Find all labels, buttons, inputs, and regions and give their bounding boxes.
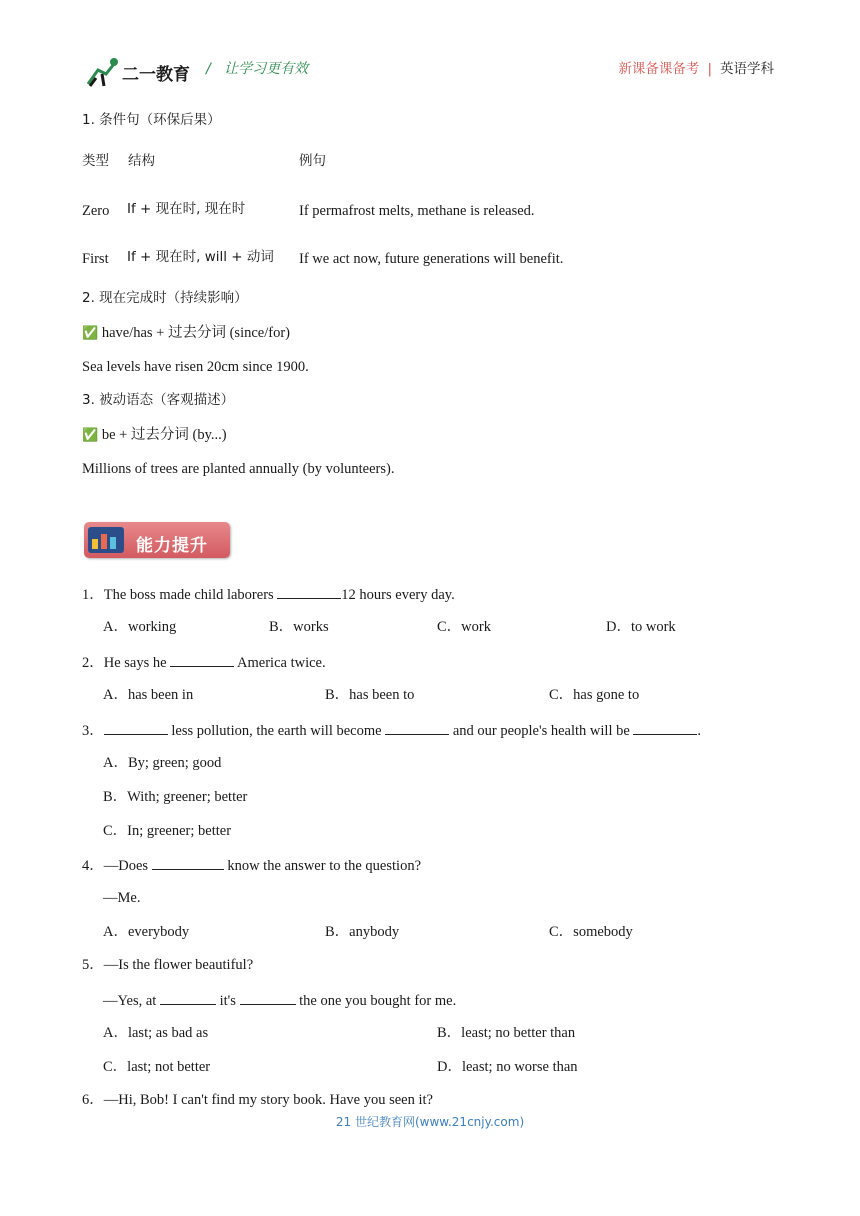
answer-blank[interactable] [277,586,341,599]
table-cell-structure: If + 现在时, will + 动词 [127,249,274,265]
table-cell-example: If permafrost melts, methane is released. [299,203,535,219]
option-b[interactable]: B．With; greener; better [103,789,248,805]
question-4-reply: —Me. [103,890,141,906]
page-footer: 21 世纪教育网(www.21cnjy.com) [335,1115,525,1129]
question-5-reply: —Yes, at it's the one you bought for me. [103,993,457,1009]
table-cell-structure: If + 现在时, 现在时 [127,201,246,217]
option-b[interactable]: B．anybody [325,924,400,940]
answer-blank[interactable] [152,857,224,870]
check-icon: ✅ [82,326,99,341]
option-a[interactable]: A．working [103,619,177,635]
header-slogan: / 让学习更有效 [206,61,309,77]
option-c[interactable]: C．work [437,619,491,635]
question-5: 5．—Is the flower beautiful? [82,957,254,973]
answer-blank[interactable] [160,992,216,1005]
question-6: 6．—Hi, Bob! I can't find my story book. Have you seen it? [82,1092,433,1108]
option-c[interactable]: C．somebody [549,924,633,940]
answer-blank[interactable] [385,722,449,735]
option-c[interactable]: C．In; greener; better [103,823,232,839]
option-c[interactable]: C．last; not better [103,1059,211,1075]
option-d[interactable]: D．least; no worse than [437,1059,578,1075]
table-cell-type: First [82,251,109,267]
option-b[interactable]: B．least; no better than [437,1025,576,1041]
chart-icon [88,527,124,553]
check-icon: ✅ [82,428,99,443]
section-2-example: Sea levels have risen 20cm since 1900. [82,359,309,375]
table-cell-example: If we act now, future generations will benefit. [299,251,564,267]
section-3-example: Millions of trees are planted annually (by volunteers). [82,461,395,477]
table-header-example: 例句 [299,153,326,169]
question-4: 4．—Does know the answer to the question? [82,858,422,874]
option-b[interactable]: B．works [269,619,329,635]
table-cell-type: Zero [82,203,110,219]
answer-blank[interactable] [104,722,168,735]
section-banner [84,522,230,558]
section-2-rule: ✅ have/has + 过去分词 (since/for) [82,325,290,341]
table-header-structure: 结构 [128,153,155,169]
section-3-title: 3. 被动语态（客观描述） [82,392,235,408]
option-a[interactable]: A．has been in [103,687,194,703]
option-c[interactable]: C．has gone to [549,687,640,703]
brand-logo [84,56,192,90]
section-1-title: 1. 条件句（环保后果） [82,112,221,128]
option-a[interactable]: A．everybody [103,924,190,940]
header-subject: 新课备课备考 | 英语学科 [618,61,774,77]
option-d[interactable]: D．to work [606,619,676,635]
answer-blank[interactable] [240,992,296,1005]
table-header-type: 类型 [82,153,109,169]
banner-title: 能力提升 [136,536,208,556]
svg-text:二一教育: 二一教育 [122,65,190,85]
section-2-title: 2. 现在完成时（持续影响） [82,290,248,306]
section-3-rule: ✅ be + 过去分词 (by...) [82,427,227,443]
question-3: 3． less pollution, the earth will become and our people's health will be . [82,723,702,739]
answer-blank[interactable] [170,654,234,667]
answer-blank[interactable] [633,722,697,735]
option-a[interactable]: A．By; green; good [103,755,222,771]
question-2: 2．He says he America twice. [82,655,326,671]
question-1: 1．The boss made child laborers 12 hours every day. [82,587,455,603]
option-b[interactable]: B．has been to [325,687,415,703]
option-a[interactable]: A．last; as bad as [103,1025,209,1041]
